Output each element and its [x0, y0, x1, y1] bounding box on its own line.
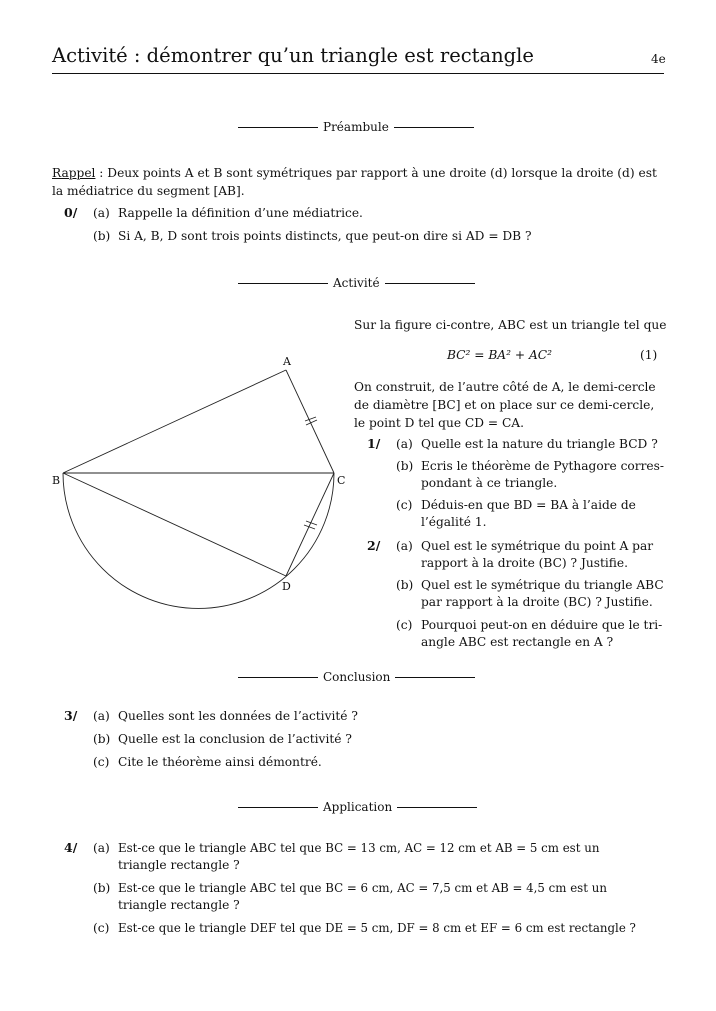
section-application [238, 800, 477, 814]
section-rule-right [385, 283, 475, 284]
item-text-line-1: Est-ce que le triangle DEF tel que DE = 5 cm, DF = 8 cm et EF = 6 cm est rectangle ? [118, 921, 636, 935]
geometry-figure [40, 350, 360, 620]
activity-construct-2: de diamètre [BC] et on place sur ce demi-cercle, [354, 398, 655, 412]
question-4b [93, 880, 665, 916]
question-2a [396, 538, 666, 574]
activity-intro: Sur la figure ci-contre, ABC est un triangle tel que [354, 318, 667, 332]
item-tag: (c) [396, 498, 413, 512]
item-text-line-2: par rapport à la droite (BC) ? Justifie. [421, 595, 653, 609]
question-4a [93, 840, 665, 876]
item-tag: (a) [396, 539, 413, 553]
item-text: Cite le théorème ainsi démontré. [118, 755, 322, 769]
question-3-number: 3/ [64, 708, 78, 723]
question-2-number: 2/ [367, 538, 381, 553]
header-rule [52, 73, 664, 74]
item-tag: (b) [396, 459, 414, 473]
item-text: Quelle est la conclusion de l’activité ? [118, 732, 352, 746]
rappel-line-2: la médiatrice du segment [AB]. [52, 184, 245, 198]
grade-level: 4e [651, 52, 666, 66]
question-1b [396, 458, 666, 494]
section-rule-left [238, 807, 318, 808]
item-tag: (b) [396, 578, 414, 592]
section-preambule [238, 120, 474, 134]
point-label-C: C [337, 474, 346, 487]
item-text: Si A, B, D sont trois points distincts, que peut-on dire si AD = DB ? [118, 229, 532, 243]
item-text-line-1: Quelle est la nature du triangle BCD ? [421, 437, 658, 451]
question-3a [93, 708, 663, 726]
question-0-number: 0/ [64, 205, 78, 220]
section-rule-right [397, 807, 477, 808]
rappel-line-1 [52, 164, 664, 182]
question-4-number: 4/ [64, 840, 78, 855]
semicircle-BC [63, 473, 334, 608]
section-title: Conclusion [323, 670, 391, 684]
question-3b [93, 731, 663, 749]
activity-construct-1: On construit, de l’autre côté de A, le demi-cercle [354, 380, 656, 394]
point-label-B: B [52, 474, 61, 487]
item-text-line-2: l’égalité 1. [421, 515, 487, 529]
tick-mark-AC-1 [305, 417, 316, 421]
item-text-line-2: pondant à ce triangle. [421, 476, 558, 490]
item-tag: (c) [396, 618, 413, 632]
question-2b [396, 577, 666, 613]
item-tag: (a) [93, 841, 110, 855]
item-tag: (c) [93, 755, 110, 769]
item-text-line-2: triangle rectangle ? [118, 898, 240, 912]
section-rule-left [238, 677, 318, 678]
item-text-line-1: Ecris le théorème de Pythagore corres- [421, 459, 664, 473]
item-tag: (b) [93, 881, 111, 895]
section-rule-right [395, 677, 475, 678]
section-title: Application [323, 800, 393, 814]
question-1c [396, 497, 666, 533]
item-text: Rappelle la définition d’une médiatrice. [118, 206, 363, 220]
segment-CD [286, 473, 334, 576]
item-text-line-1: Est-ce que le triangle ABC tel que BC = 6 cm, AC = 7,5 cm et AB = 4,5 cm est un [118, 881, 607, 895]
activity-equation: BC² = BA² + AC² [447, 348, 552, 362]
item-text-line-2: rapport à la droite (BC) ? Justifie. [421, 556, 628, 570]
item-text-line-1: Est-ce que le triangle ABC tel que BC = 13 cm, AC = 12 cm et AB = 5 cm est un [118, 841, 600, 855]
point-label-A: A [283, 355, 291, 368]
section-title: Préambule [323, 120, 389, 134]
question-1-number: 1/ [367, 436, 381, 451]
item-tag: (c) [93, 921, 110, 935]
section-title: Activité [333, 276, 380, 290]
section-rule-right [394, 127, 474, 128]
item-tag: (a) [396, 437, 413, 451]
item-text-line-1: Quel est le symétrique du triangle ABC [421, 578, 664, 592]
item-text-line-2: triangle rectangle ? [118, 858, 240, 872]
item-tag: (a) [93, 709, 110, 723]
section-rule-left [238, 127, 318, 128]
point-label-D: D [282, 580, 291, 593]
rappel-text-1: : Deux points A et B sont symétriques par rapport à une droite (d) lorsque la droite (d) est [95, 166, 657, 180]
activity-construct-3: le point D tel que CD = CA. [354, 416, 524, 430]
section-activite [238, 276, 475, 290]
segment-BA [63, 370, 286, 473]
equation-number: (1) [640, 348, 658, 362]
item-tag: (b) [93, 732, 111, 746]
item-tag: (b) [93, 229, 111, 243]
item-text: Quelles sont les données de l’activité ? [118, 709, 358, 723]
item-tag: (a) [93, 206, 110, 220]
segment-AC [286, 370, 334, 473]
question-1a [396, 436, 666, 454]
item-text-line-2: angle ABC est rectangle en A ? [421, 635, 614, 649]
question-2c [396, 617, 666, 653]
section-conclusion [238, 670, 475, 684]
segment-BD [63, 473, 286, 576]
item-text-line-1: Pourquoi peut-on en déduire que le tri- [421, 618, 663, 632]
page-title: Activité : démontrer qu’un triangle est rectangle [52, 44, 534, 67]
question-4c [93, 920, 665, 938]
item-text-line-1: Quel est le symétrique du point A par [421, 539, 654, 553]
question-3c [93, 754, 663, 772]
rappel-label: Rappel [52, 166, 96, 180]
item-text-line-1: Déduis-en que BD = BA à l’aide de [421, 498, 636, 512]
section-rule-left [238, 283, 328, 284]
